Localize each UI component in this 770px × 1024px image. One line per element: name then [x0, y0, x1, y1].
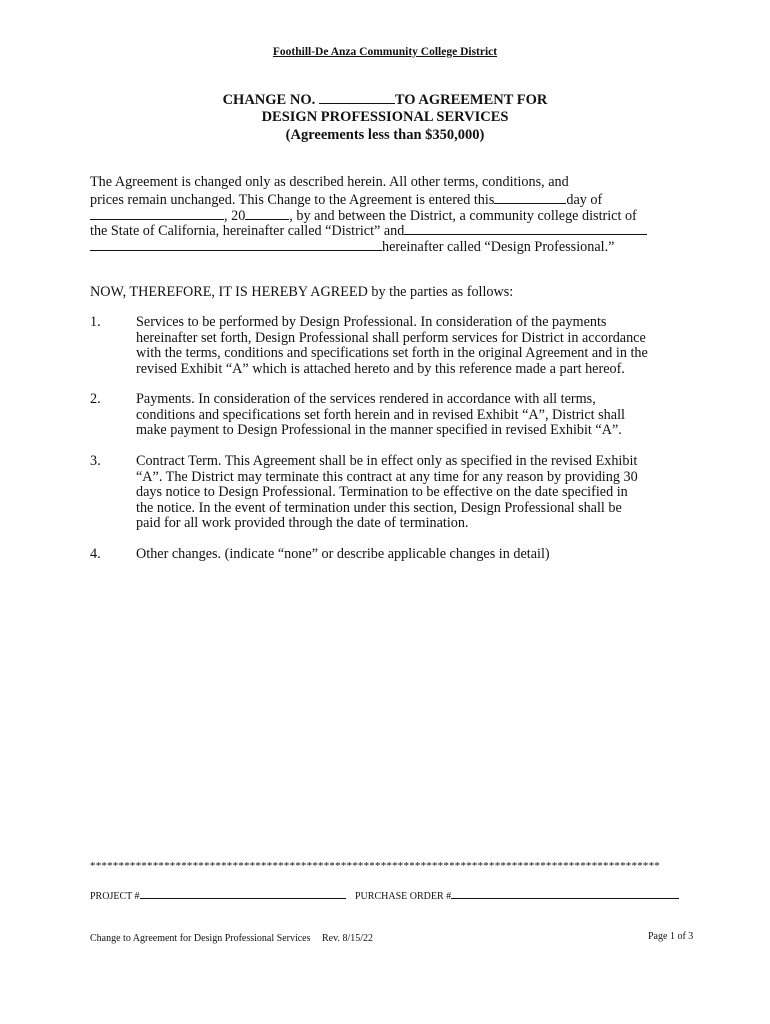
footer-page-number: Page 1 of 3: [648, 931, 694, 942]
intro-district-and: the State of California, hereinafter called “District” and: [90, 223, 405, 239]
item-line: revised Exhibit “A” which is attached hereto and by this reference made a part hereof.: [136, 360, 625, 377]
purchase-order-label: PURCHASE ORDER #: [355, 891, 452, 902]
item-number: 3.: [90, 453, 101, 469]
item-line: Services to be performed by Design Professional. In consideration of the payments: [136, 314, 607, 330]
year-blank[interactable]: [245, 207, 289, 220]
item-other-changes: [136, 547, 696, 563]
item-line: paid for all work provided through the date of termination.: [136, 515, 469, 532]
change-no-blank[interactable]: [319, 91, 395, 104]
intro-line-4: [90, 222, 700, 240]
intro-between-text: , by and between the District, a community college district of: [289, 208, 637, 224]
title-line-3: (Agreements less than $350,000): [285, 127, 485, 143]
item-contract-term: [136, 454, 696, 532]
intro-hereinafter: hereinafter called “Design Professional.”: [382, 239, 615, 255]
design-professional-address-blank[interactable]: [90, 238, 382, 251]
item-line: with the terms, conditions and specifications set forth in the original Agreement and in the: [136, 345, 648, 362]
item-line: conditions and specifications set forth herein and in revised Exhibit “A”, District shall: [136, 406, 625, 423]
item-line: hereinafter set forth, Design Professional shall perform services for District in accordance: [136, 329, 646, 346]
intro-line-1: The Agreement is changed only as described herein. All other terms, conditions, and: [90, 174, 569, 190]
title-line-2: DESIGN PROFESSIONAL SERVICES: [261, 109, 509, 125]
item-line: “A”. The District may terminate this contract at any time for any reason by providing 30: [136, 468, 638, 485]
item-number: 2.: [90, 391, 101, 407]
footer-revision: Rev. 8/15/22: [322, 933, 374, 944]
intro-day-of: day of: [566, 192, 603, 208]
agreed-statement: NOW, THEREFORE, IT IS HEREBY AGREED by the parties as follows:: [90, 284, 514, 300]
intro-line-2: [90, 191, 700, 209]
district-name: Foothill-De Anza Community College District: [272, 46, 498, 58]
project-number-blank[interactable]: [140, 888, 346, 899]
design-professional-name-blank[interactable]: [404, 222, 647, 235]
item-line: the notice. In the event of termination under this section, Design Professional shall be: [136, 499, 622, 516]
purchase-order-blank[interactable]: [451, 888, 679, 899]
item-number: 1.: [90, 314, 101, 330]
project-label: PROJECT #: [90, 891, 140, 902]
intro-year-prefix: , 20: [224, 208, 246, 224]
month-blank[interactable]: [90, 207, 224, 220]
item-line: Payments. In consideration of the services rendered in accordance with all terms,: [136, 391, 596, 407]
item-payments: [136, 392, 696, 439]
other-changes-area[interactable]: [136, 568, 696, 848]
item-line: Other changes. (indicate “none” or describe applicable changes in detail): [136, 546, 550, 562]
item-line: make payment to Design Professional in the manner specified in revised Exhibit “A”.: [136, 422, 622, 439]
purchase-order-field: [355, 888, 679, 902]
item-line: days notice to Design Professional. Termination to be effective on the date specified in: [136, 484, 628, 501]
title-change-no: CHANGE NO.: [222, 92, 319, 108]
intro-entered-text: prices remain unchanged. This Change to the Agreement is entered this: [90, 192, 495, 208]
item-services: [136, 315, 696, 377]
item-line: Contract Term. This Agreement shall be in effect only as specified in the revised Exhibit: [136, 453, 638, 469]
separator-stars: ****************************************************************************************************: [90, 860, 660, 872]
footer-doc-name: Change to Agreement for Design Professional Services: [90, 933, 311, 944]
title-line-1: [0, 91, 770, 109]
item-number: 4.: [90, 546, 101, 562]
project-field: [90, 888, 346, 902]
title-to-agreement: TO AGREEMENT FOR: [394, 92, 548, 108]
intro-line-5: [90, 238, 700, 256]
day-blank[interactable]: [494, 191, 566, 204]
